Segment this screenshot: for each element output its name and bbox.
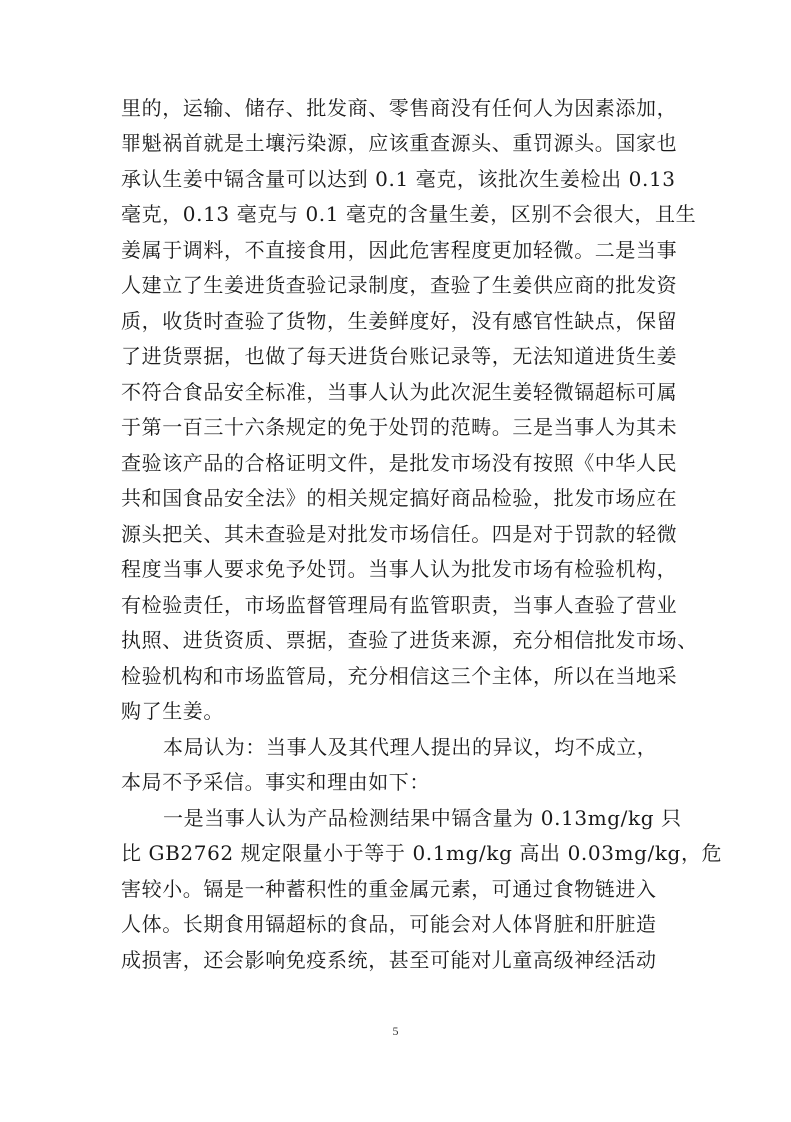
body-text-line: 罪魁祸首就是土壤污染源，应该重查源头、重罚源头。国家也 (121, 131, 678, 155)
body-text-line: 毫克，0.13 毫克与 0.1 毫克的含量生姜，区别不会很大，且生 (121, 202, 697, 226)
body-text-line: 害较小。镉是一种蓄积性的重金属元素，可通过食物链进入 (121, 877, 657, 901)
body-text-line: 里的，运输、储存、批发商、零售商没有任何人为因素添加， (121, 96, 678, 120)
body-text-line: 共和国食品安全法》的相关规定搞好商品检验，批发市场应在 (121, 486, 678, 510)
body-text-line: 承认生姜中镉含量可以达到 0.1 毫克，该批次生姜检出 0.13 (121, 167, 676, 191)
body-text-line: 不符合食品安全标准，当事人认为此次泥生姜轻微镉超标可属 (121, 380, 678, 404)
body-text-line: 质，收货时查验了货物，生姜鲜度好，没有感官性缺点，保留 (121, 309, 678, 333)
body-text-line: 于第一百三十六条规定的免于处罚的范畴。三是当事人为其未 (121, 415, 678, 439)
body-text-line: 人体。长期食用镉超标的食品，可能会对人体肾脏和肝脏造 (121, 912, 657, 936)
body-text-line: 成损害，还会影响免疫系统，甚至可能对儿童高级神经活动 (121, 948, 657, 972)
body-text-line: 查验该产品的合格证明文件，是批发市场没有按照《中华人民 (121, 451, 678, 475)
body-text-line: 源头把关、其未查验是对批发市场信任。四是对于罚款的轻微 (121, 522, 678, 546)
body-text-line: 本局不予采信。事实和理由如下： (121, 770, 430, 794)
body-text-line: 检验机构和市场监管局，充分相信这三个主体，所以在当地采 (121, 664, 678, 688)
body-text-line: 程度当事人要求免予处罚。当事人认为批发市场有检验机构， (121, 557, 678, 581)
body-text-line: 比 GB2762 规定限量小于等于 0.1mg/kg 高出 0.03mg/kg，危 (121, 841, 723, 865)
body-text-line: 了进货票据，也做了每天进货台账记录等，无法知道进货生姜 (121, 344, 678, 368)
body-text-line: 姜属于调料，不直接食用，因此危害程度更加轻微。二是当事 (121, 238, 678, 262)
body-text-line: 人建立了生姜进货查验记录制度，查验了生姜供应商的批发资 (121, 273, 678, 297)
page-number: 5 (392, 1024, 399, 1038)
body-text-line: 执照、进货资质、票据，查验了进货来源，充分相信批发市场、 (121, 628, 698, 652)
body-text-line: 有检验责任，市场监督管理局有监管职责，当事人查验了营业 (121, 593, 678, 617)
paragraph-start-line: 本局认为：当事人及其代理人提出的异议，均不成立， (163, 735, 658, 759)
paragraph-start-line: 一是当事人认为产品检测结果中镉含量为 0.13mg/kg 只 (163, 806, 682, 830)
body-text-line: 购了生姜。 (121, 699, 224, 723)
